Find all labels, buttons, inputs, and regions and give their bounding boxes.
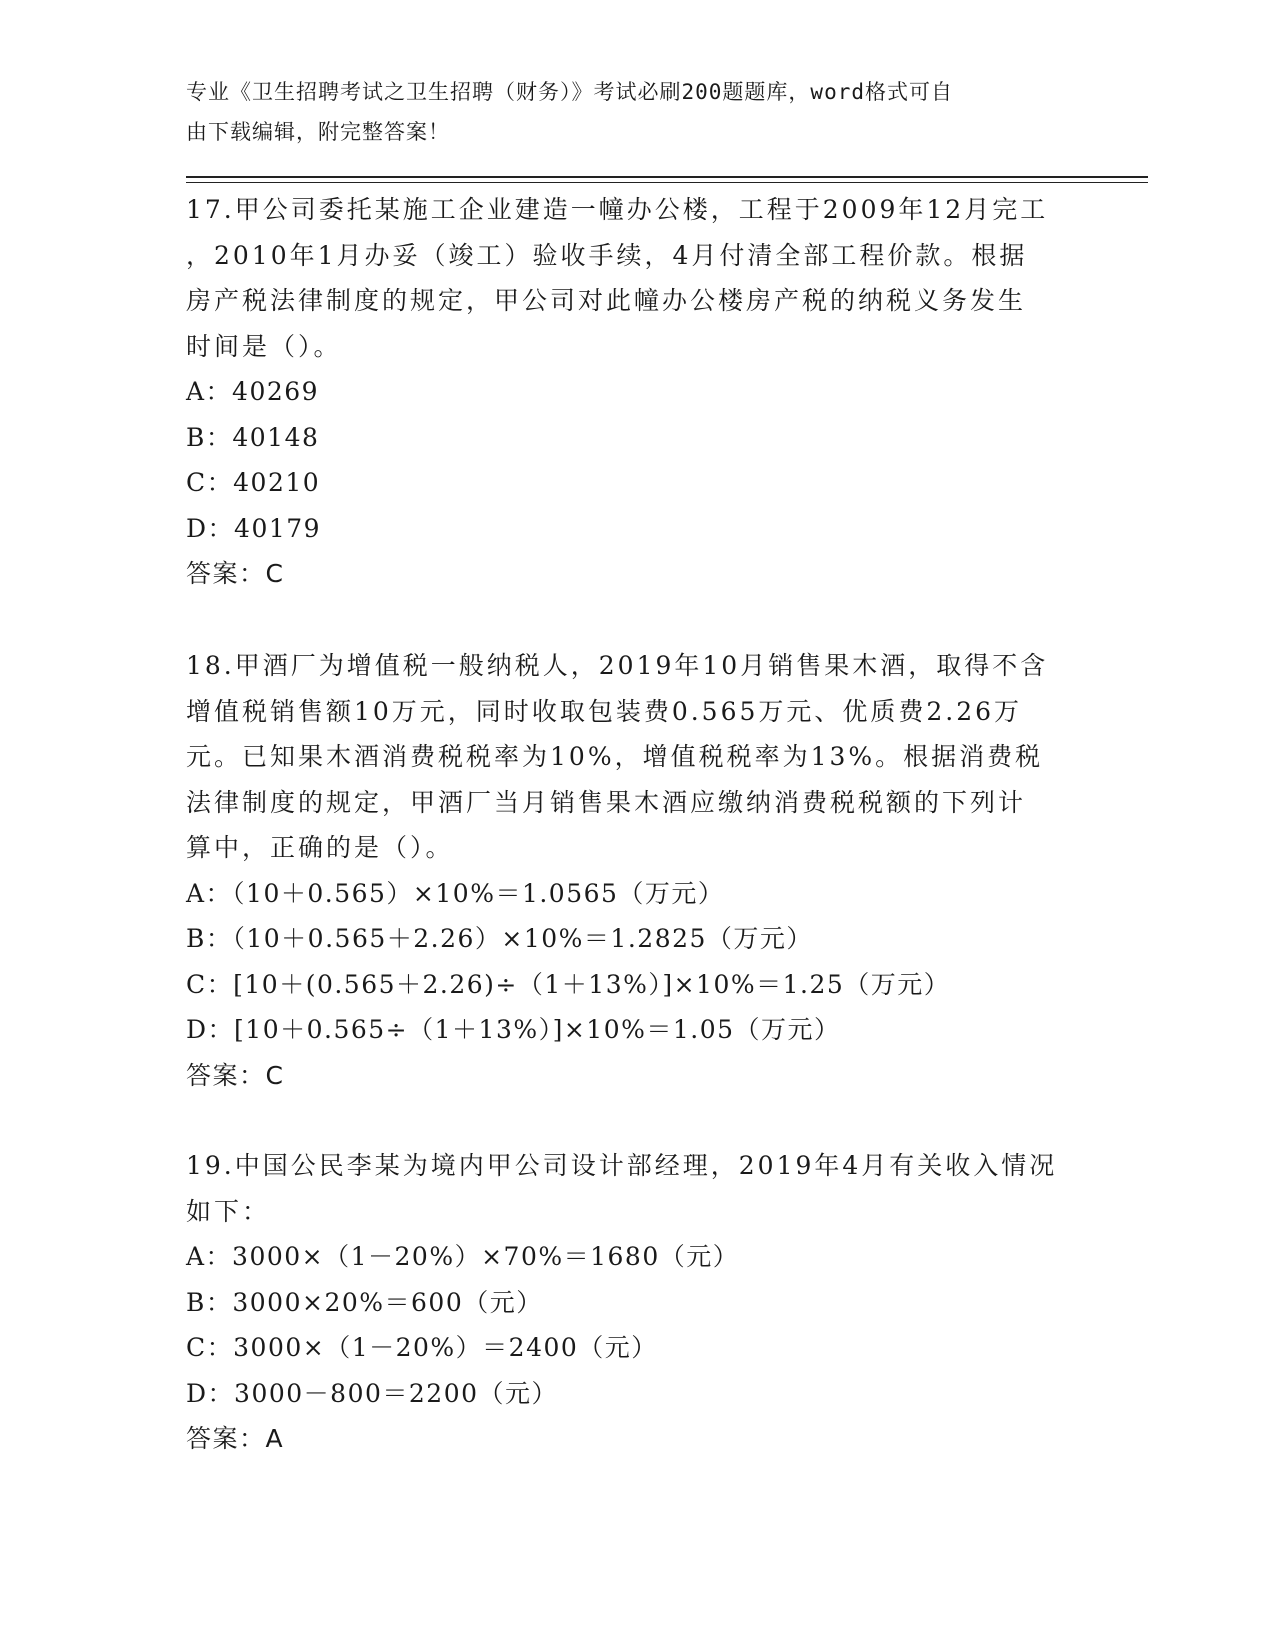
question-stem-line: ，2010年1月办妥（竣工）验收手续，4月付清全部工程价款。根据 [186,240,1028,270]
header-divider-thick [186,176,1148,178]
question-stem-line: 算中，正确的是（）。 [186,833,454,862]
question-stem-line: 如下： [186,1196,271,1226]
answer-label: 答案：C [186,1060,285,1090]
answer-label: 答案：A [186,1424,285,1453]
option-d: D：[10＋0.565÷（1＋13%）]×10%＝1.05（万元） [186,1015,841,1044]
document-header [186,72,1066,152]
question-stem-line: 18.甲酒厂为增值税一般纳税人，2019年10月销售果木酒，取得不含 [186,651,1049,680]
question-18 [186,643,1086,1098]
option-a: A：40269 [186,377,320,406]
answer-label: 答案：C [186,559,285,588]
option-c: C：40210 [186,468,321,497]
option-a: A：3000×（1－20%）×70%＝1680（元） [186,1242,740,1271]
question-stem-line: 17.甲公司委托某施工企业建造一幢办公楼，工程于2009年12月完工 [186,195,1049,224]
option-d: D：40179 [186,513,322,543]
question-stem-line: 时间是（）。 [186,331,342,361]
option-d: D：3000－800＝2200（元） [186,1378,559,1408]
question-stem-line: 法律制度的规定，甲酒厂当月销售果木酒应缴纳消费税税额的下列计 [186,787,1027,817]
header-line-1: 专业《卫生招聘考试之卫生招聘（财务）》考试必刷200题题库，word格式可自 [186,80,953,104]
header-divider-thin [186,182,1148,183]
option-a: A：（10＋0.565）×10%＝1.0565（万元） [186,878,725,908]
question-17 [186,187,1086,597]
question-stem-line: 增值税销售额10万元，同时收取包装费0.565万元、优质费2.26万 [186,696,1023,726]
question-19 [186,1143,1086,1462]
question-stem-line: 元。已知果木酒消费税税率为10%，增值税税率为13%。根据消费税 [186,742,1044,771]
question-stem-line: 房产税法律制度的规定，甲公司对此幢办公楼房产税的纳税义务发生 [186,286,1027,315]
option-b: B：（10＋0.565＋2.26）×10%＝1.2825（万元） [186,924,813,953]
option-b: B：40148 [186,422,320,452]
option-b: B：3000×20%＝600（元） [186,1287,543,1317]
option-c: C：[10＋(0.565＋2.26)÷（1＋13%）]×10%＝1.25（万元） [186,969,951,999]
question-stem-line: 19.中国公民李某为境内甲公司设计部经理，2019年4月有关收入情况 [186,1151,1058,1180]
option-c: C：3000×（1－20%）＝2400（元） [186,1333,658,1362]
header-line-2: 由下载编辑，附完整答案！ [186,120,450,144]
